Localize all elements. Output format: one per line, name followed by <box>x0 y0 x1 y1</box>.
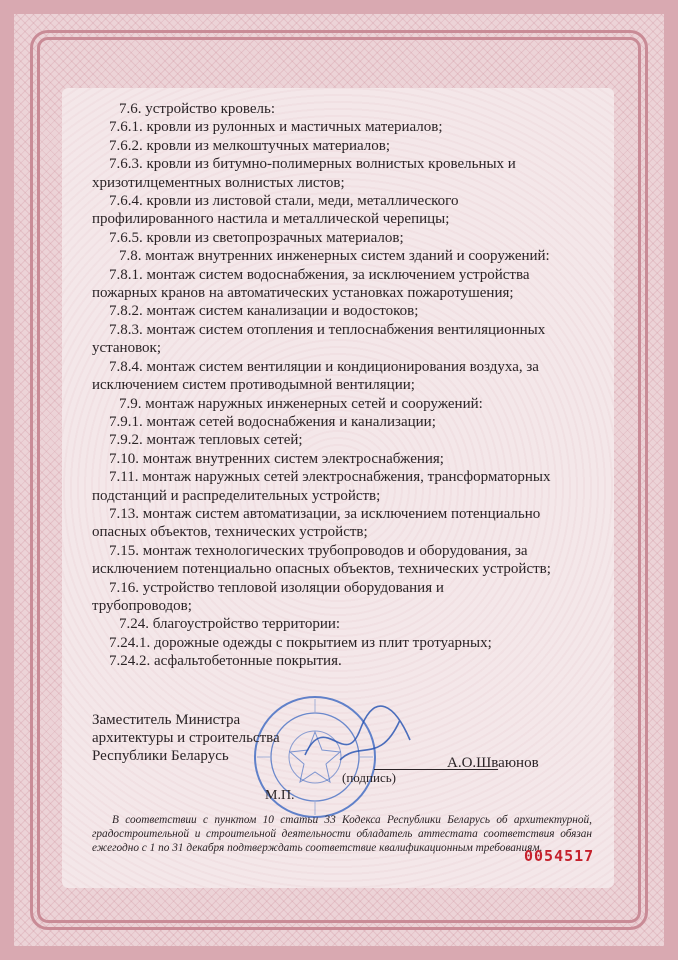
list-item: 7.8.1. монтаж систем водоснабжения, за исключением устройства <box>109 266 530 283</box>
list-item: 7.8.3. монтаж систем отопления и теплоснабжения вентиляционных <box>109 321 546 338</box>
footnote: В соответствии с пунктом 10 статьи 33 Кодекса Республики Беларусь об архитектурной, градостроительной и строительной деятельности обладатель аттестата соответствия обязан ежегодно с 1 по 31 декабря подтверждать соответствие квалификационным требованиям. <box>92 814 592 855</box>
list-item: 7.24.1. дорожные одежды с покрытием из плит тротуарных; <box>109 634 492 651</box>
list-item: 7.13. монтаж систем автоматизации, за исключением потенциально <box>109 505 541 522</box>
list-item: хризотилцементных волнистых листов; <box>92 174 345 191</box>
list-item: 7.8.4. монтаж систем вентиляции и кондиционирования воздуха, за <box>109 358 539 375</box>
list-item: 7.6.3. кровли из битумно-полимерных волнистых кровельных и <box>109 156 516 173</box>
activity-list <box>92 100 592 671</box>
list-item: 7.24. благоустройство территории: <box>119 616 341 633</box>
serial-number: 0054517 <box>524 847 595 865</box>
list-item: 7.6. устройство кровель: <box>119 101 276 117</box>
list-item: 7.16. устройство тепловой изоляции оборудования и <box>109 579 444 596</box>
signatory-title-line: Заместитель Министра <box>92 712 241 728</box>
list-item: профилированного настила и металлической черепицы; <box>92 211 450 228</box>
signatory-title-line: архитектуры и строительства <box>92 730 280 746</box>
list-item: 7.11. монтаж наружных сетей электроснабжения, трансформаторных <box>109 469 551 486</box>
list-item: исключением потенциально опасных объектов, технических устройств; <box>92 561 551 578</box>
seal-place-label: М.П. <box>265 788 295 803</box>
list-item: трубопроводов; <box>92 597 192 614</box>
signature-caption: (подпись) <box>342 770 396 785</box>
list-item: опасных объектов, технических устройств; <box>92 524 368 541</box>
list-item: 7.10. монтаж внутренних систем электроснабжения; <box>109 450 444 467</box>
list-item: 7.6.4. кровли из листовой стали, меди, металлического <box>109 193 459 210</box>
list-item: 7.24.2. асфальтобетонные покрытия. <box>109 653 342 670</box>
list-item: подстанций и распределительных устройств; <box>92 487 381 504</box>
list-item: 7.9. монтаж наружных инженерных сетей и сооружений: <box>119 395 483 412</box>
list-item: 7.9.2. монтаж тепловых сетей; <box>109 432 303 449</box>
signatory-title-line: Республики Беларусь <box>92 748 229 764</box>
list-item: пожарных кранов на автоматических установках пожаротушения; <box>92 285 514 302</box>
signatory-name: А.О.Шваюнов <box>447 755 539 771</box>
list-item: 7.6.1. кровли из рулонных и мастичных материалов; <box>109 119 443 136</box>
list-item: 7.8. монтаж внутренних инженерных систем зданий и сооружений: <box>119 248 550 265</box>
signature-block <box>92 711 612 803</box>
list-item: 7.15. монтаж технологических трубопроводов и оборудования, за <box>109 542 528 559</box>
list-item: 7.9.1. монтаж сетей водоснабжения и канализации; <box>109 413 436 430</box>
list-item: установок; <box>92 340 162 357</box>
list-item: 7.6.2. кровли из мелкоштучных материалов; <box>109 137 391 154</box>
list-item: 7.8.2. монтаж систем канализации и водостоков; <box>109 303 419 320</box>
list-item: 7.6.5. кровли из светопрозрачных материалов; <box>109 229 404 246</box>
list-item: исключением систем противодымной вентиляции; <box>92 377 415 394</box>
